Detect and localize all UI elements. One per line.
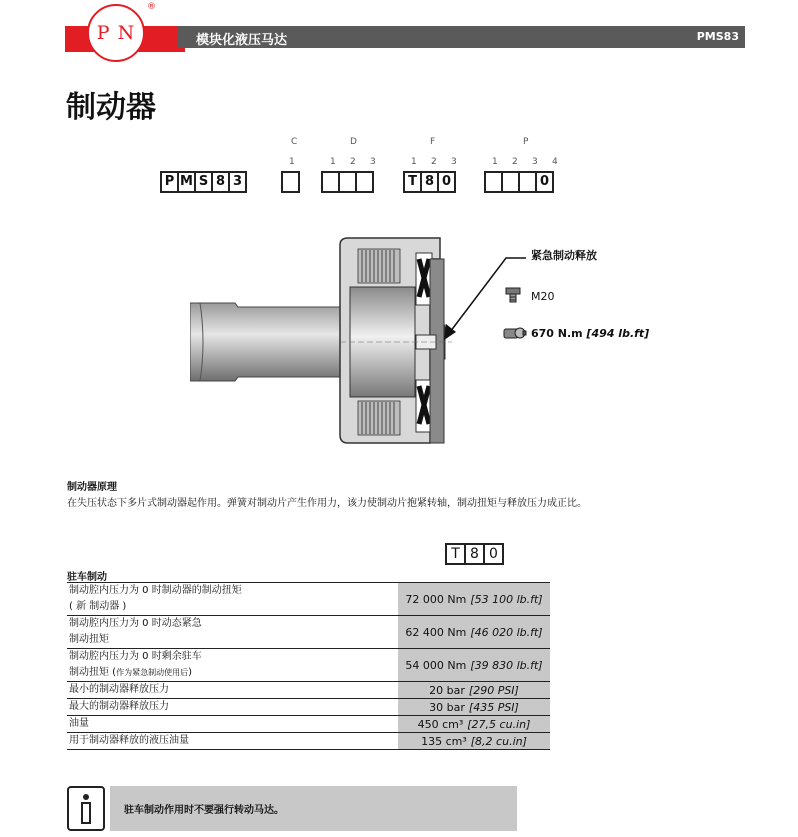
- code-f-group: [403, 171, 454, 193]
- row-label: 油量: [69, 718, 89, 729]
- row-value: [398, 733, 550, 749]
- title-bar: [178, 26, 745, 48]
- table-row: [67, 615, 550, 648]
- page-title: 制动器: [66, 90, 156, 125]
- row-label-line2: 制动扭矩: [69, 634, 109, 645]
- col-letter-p: P: [523, 137, 529, 147]
- release-torque-imperial: [494 lb.ft]: [586, 327, 650, 340]
- row-value-metric: 450 cm³: [417, 717, 464, 731]
- code-cell: 0: [437, 171, 456, 193]
- header-model: PMS83: [696, 30, 739, 43]
- row-value-imperial: [8,2 cu.in]: [470, 734, 527, 748]
- code-cell: 8: [464, 543, 485, 565]
- table-row: [67, 698, 550, 715]
- note-box: [110, 786, 517, 831]
- row-label: 最大的制动器释放压力: [69, 701, 169, 712]
- table-row: [67, 648, 550, 681]
- table-row: [67, 681, 550, 698]
- principle-text: 在失压状态下多片式制动器起作用。弹簧对制动片产生作用力，该力使制动片抱紧转轴，制动扭矩与释放压力成正比。: [67, 498, 587, 509]
- col-letter-c: C: [291, 137, 298, 147]
- principle-title: 制动器原理: [67, 482, 117, 493]
- row-label-line1: 制动腔内压力为 0 时剩余驻车: [69, 651, 202, 662]
- note-text: 驻车制动作用时不要强行转动马达。: [124, 805, 284, 816]
- row-label: [67, 649, 398, 681]
- code-cell: 8: [420, 171, 439, 193]
- row-value-imperial: [27,5 cu.in]: [467, 717, 531, 731]
- col-num: 3: [370, 157, 376, 167]
- table-code-boxes: [445, 543, 502, 565]
- row-value: [398, 583, 550, 615]
- row-label: [67, 583, 398, 615]
- bolt-size: M20: [531, 290, 555, 303]
- header-title: 模块化液压马达: [196, 33, 288, 48]
- row-value-imperial: [290 PSI]: [468, 683, 519, 697]
- col-letter-f: F: [430, 137, 436, 147]
- row-value-metric: 20 bar: [429, 683, 465, 697]
- row-value-metric: 62 400 Nm: [405, 625, 467, 639]
- col-num: 1: [492, 157, 498, 167]
- row-value-metric: 135 cm³: [421, 734, 467, 748]
- release-torque: [531, 327, 649, 340]
- bolt-icon: [505, 287, 521, 303]
- table-row: [67, 715, 550, 732]
- row-label: [67, 616, 398, 648]
- page-header: [65, 2, 745, 52]
- code-c-group: [281, 171, 298, 193]
- code-cell: S: [194, 171, 213, 193]
- code-cell: [281, 171, 300, 193]
- warning-note: [67, 786, 517, 831]
- row-label-line2-end: ): [188, 667, 192, 678]
- row-value: [398, 649, 550, 681]
- row-value: [398, 616, 550, 648]
- col-letter-d: D: [350, 137, 357, 147]
- table-caption: 驻车制动: [67, 572, 107, 583]
- parking-brake-table: [67, 568, 550, 750]
- code-cell: 0: [483, 543, 504, 565]
- row-value-imperial: [53 100 lb.ft]: [470, 592, 543, 606]
- code-cell: T: [445, 543, 466, 565]
- col-num: 1: [330, 157, 336, 167]
- row-value-metric: 72 000 Nm: [405, 592, 467, 606]
- code-cell: M: [177, 171, 196, 193]
- col-num: 3: [451, 157, 457, 167]
- table-row: [67, 582, 550, 615]
- registered-mark: ®: [147, 2, 156, 12]
- col-num: 3: [532, 157, 538, 167]
- row-label: 最小的制动器释放压力: [69, 684, 169, 695]
- info-icon: [67, 786, 105, 831]
- release-torque-metric: 670 N.m: [531, 327, 583, 340]
- code-d-group: [321, 171, 372, 193]
- brand-logo: [87, 4, 145, 62]
- row-value: [398, 699, 550, 715]
- col-num: 2: [512, 157, 518, 167]
- row-label: 用于制动器释放的液压油量: [69, 735, 189, 746]
- col-num: 2: [350, 157, 356, 167]
- row-label-line2: [69, 665, 398, 681]
- row-value-imperial: [46 020 lb.ft]: [470, 625, 543, 639]
- table-row: [67, 732, 550, 750]
- row-value-imperial: [39 830 lb.ft]: [470, 658, 543, 672]
- row-value-metric: 30 bar: [429, 700, 465, 714]
- row-label-line2: ( 新 制动器 ): [69, 601, 127, 612]
- row-value-metric: 54 000 Nm: [405, 658, 467, 672]
- row-value-imperial: [435 PSI]: [468, 700, 519, 714]
- col-num: 1: [289, 157, 295, 167]
- row-label-line2-text: 制动扭矩 (: [69, 667, 117, 678]
- torque-wrench-icon: [503, 324, 527, 342]
- code-model-group: [160, 171, 245, 193]
- row-label-note: 作为紧急制动使用后: [116, 668, 189, 677]
- code-cell: [355, 171, 374, 193]
- code-cell: 8: [211, 171, 230, 193]
- row-value: [398, 682, 550, 698]
- legend-emergency-release: 紧急制动释放: [531, 249, 597, 262]
- code-cell: 3: [228, 171, 247, 193]
- brake-cross-section-drawing: [190, 235, 460, 450]
- row-value: [398, 716, 550, 732]
- code-cell: T: [403, 171, 422, 193]
- col-num: 4: [552, 157, 558, 167]
- logo-text: P N: [96, 22, 136, 44]
- col-num: 2: [431, 157, 437, 167]
- code-p-group: [484, 171, 552, 193]
- col-num: 1: [411, 157, 417, 167]
- code-cell: P: [160, 171, 179, 193]
- row-label-line1: 制动腔内压力为 0 时动态紧急: [69, 618, 202, 629]
- row-label-line1: 制动腔内压力为 0 时制动器的制动扭矩: [69, 585, 242, 596]
- code-cell: 0: [535, 171, 554, 193]
